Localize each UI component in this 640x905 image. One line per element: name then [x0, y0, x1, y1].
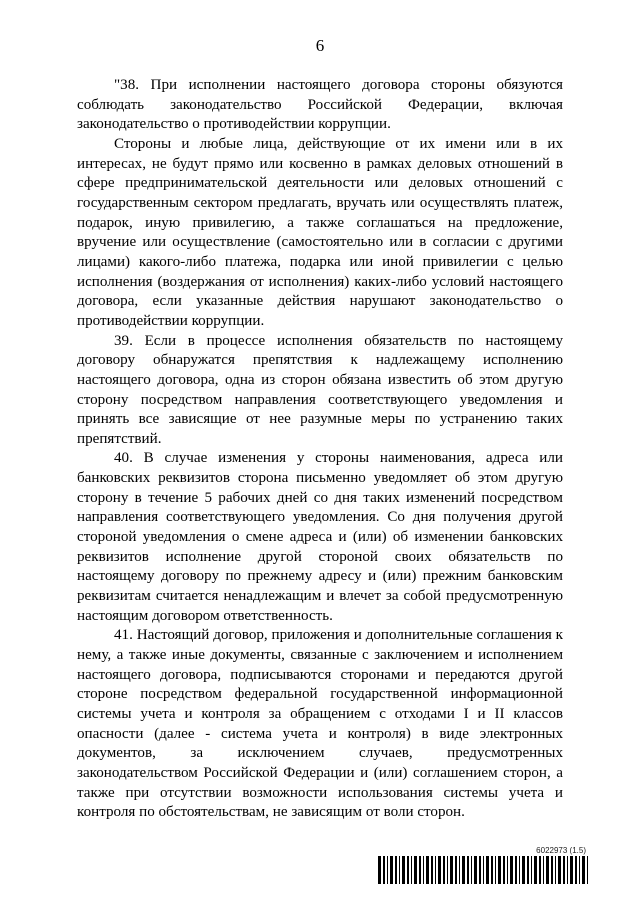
paragraph-38-continuation: Стороны и любые лица, действующие от их имени или в их интересах, не будут прямо или косвенно в рамках деловых отношений в сфере предпринимательской деятельности или деловых отношений с государственным сектором предлагать, вручать или осуществлять платеж, подарок, иную привилегию, а также соглашаться на предложение, вручение или осуществление (самостоятельно или в согласии с другими лицами) какого-либо платежа, подарка или иной привилегии с целью исполнения (воздержания от исполнения) каких-либо условий настоящего договора, если указанные действия нарушают законодательство о противодействии коррупции.: [77, 135, 563, 329]
page-number: 6: [315, 36, 325, 55]
paragraph-39: 39. Если в процессе исполнения обязательств по настоящему договору обнаружатся препятствия к надлежащему исполнению настоящего договора, одна из сторон обязана известить об этом другую сторону посредством направления соответствующего уведомления и принять все зависящие от нее разумные меры по устранению таких препятствий.: [77, 332, 563, 447]
document-body: [77, 76, 563, 823]
paragraph-38: "38. При исполнении настоящего договора стороны обязуются соблюдать законодательство Российской Федерации, включая законодательство о противодействии коррупции.: [77, 77, 563, 133]
paragraph-41: 41. Настоящий договор, приложения и дополнительные соглашения к нему, а также иные документы, связанные с заключением и исполнением настоящего договора, подписываются сторонами и передаются другой стороне посредством федеральной государственной информационной системы учета и контроля за обращением с отходами I и II классов опасности (далее - система учета и контроля) в виде электронных документов, за исключением случаев, предусмотренных законодательством Российской Федерации и (или) соглашением сторон, а также при отсутствии возможности использования системы учета и контроля по обстоятельствам, не зависящим от воли сторон.: [77, 627, 563, 821]
document-code: 6022973 (1.5): [536, 846, 586, 855]
paragraph-40: 40. В случае изменения у стороны наименования, адреса или банковских реквизитов сторона письменно уведомляет об этом другую сторону в течение 5 рабочих дней со дня таких изменений посредством направления соответствующего уведомления. Со дня получения другой стороной уведомления о смене адреса и (или) об изменении банковских реквизитов исполнение другой стороной своих обязательств по настоящему договору по прежнему адресу и (или) прежним банковским реквизитам считается ненадлежащим и влечет за собой предусмотренную настоящим договором ответственность.: [77, 450, 563, 624]
barcode-icon: [378, 856, 588, 884]
document-footer: [378, 846, 588, 886]
